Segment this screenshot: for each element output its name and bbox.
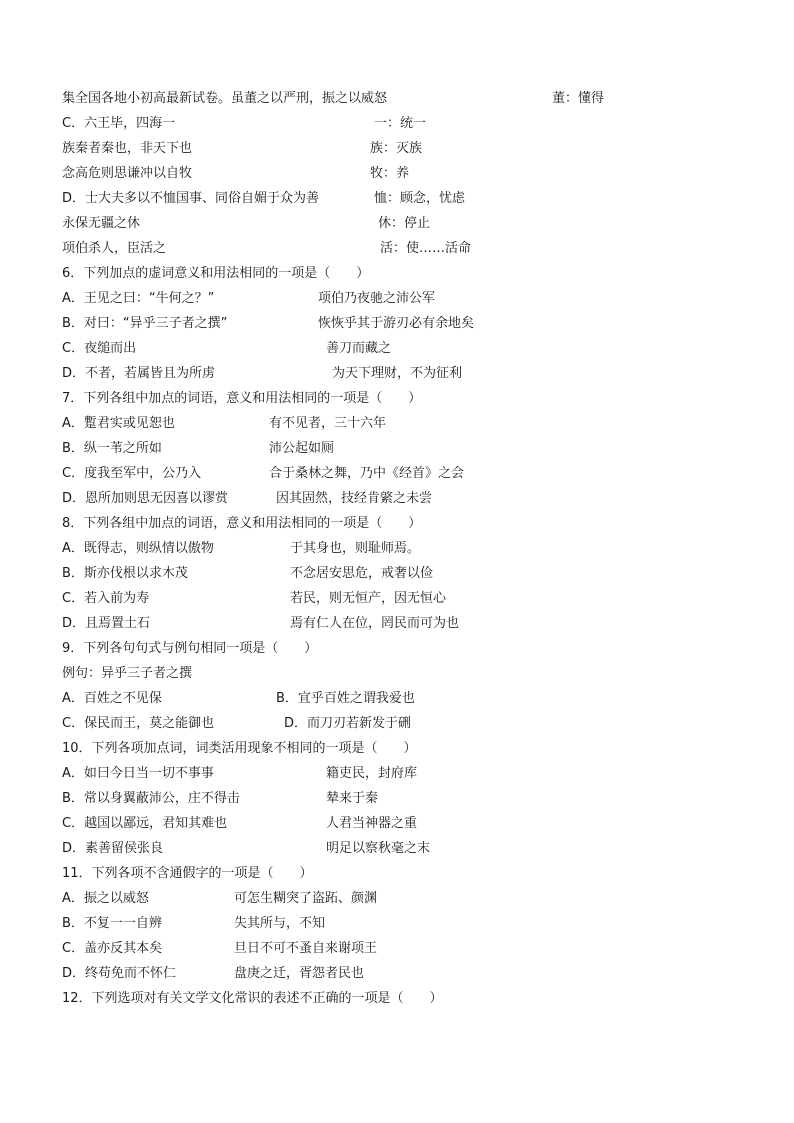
option-row [62, 461, 752, 486]
option-left: D．不者，若属皆且为所虏 [62, 366, 216, 381]
question-stem [62, 986, 752, 1011]
option-row [62, 611, 752, 636]
option-right: 为天下理财，不为征利 [332, 366, 463, 381]
line-text: 永保无疆之休 [62, 216, 141, 231]
text-line [62, 136, 752, 161]
line-annotation: 休：停止 [378, 216, 431, 231]
option-row [62, 961, 752, 986]
option-c: C．保民而王，莫之能御也 [62, 716, 215, 731]
option-left: A．王见之曰：“牛何之？” [62, 291, 215, 306]
option-right: 可怎生糊突了盗跖、颜渊 [234, 891, 378, 906]
option-left: A．如曰今日当一切不事事 [62, 766, 214, 781]
line-text: 念高危则思谦冲以自牧 [62, 166, 193, 181]
option-row [62, 436, 752, 461]
option-right: 明足以察秋毫之末 [326, 841, 431, 856]
option-row [62, 561, 752, 586]
option-row [62, 336, 752, 361]
option-row [62, 786, 752, 811]
question-stem [62, 861, 752, 886]
text-line [62, 86, 752, 111]
line-annotation: 恤：顾念，忧虑 [374, 191, 466, 206]
option-left: D．且焉置土石 [62, 616, 151, 631]
line-annotation: 一：统一 [374, 116, 427, 131]
option-right: 若民，则无恒产，因无恒心 [290, 591, 447, 606]
option-row [62, 811, 752, 836]
example-text: 例句：异乎三子者之撰 [62, 666, 193, 681]
option-left: B．常以身翼蔽沛公，庄不得击 [62, 791, 240, 806]
option-row [62, 486, 752, 511]
line-text: 项伯杀人，臣活之 [62, 241, 167, 256]
question-stem [62, 736, 752, 761]
text-line [62, 161, 752, 186]
option-row [62, 686, 752, 711]
option-left: A．振之以威怒 [62, 891, 149, 906]
question-stem [62, 636, 752, 661]
option-row [62, 361, 752, 386]
option-left: C．盖亦反其本矣 [62, 941, 163, 956]
option-left: D．终苟免而不怀仁 [62, 966, 177, 981]
option-row [62, 711, 752, 736]
text-line [62, 186, 752, 211]
option-right: 合于桑林之舞，乃中《经首》之会 [269, 466, 465, 481]
option-right: 盘庚之迁，胥怨者民也 [234, 966, 365, 981]
option-left: C．越国以鄙远，君知其难也 [62, 816, 228, 831]
option-right: 善刀而藏之 [326, 341, 392, 356]
option-right: 辇来于秦 [326, 791, 379, 806]
option-left: D．恩所加则思无因喜以谬赏 [62, 491, 229, 506]
option-right: 项伯乃夜驰之沛公军 [318, 291, 436, 306]
option-d: D．而刀刃若新发于硎 [284, 716, 412, 731]
option-row [62, 586, 752, 611]
option-left: B．不复一一自辨 [62, 916, 162, 931]
option-row [62, 411, 752, 436]
option-row [62, 311, 752, 336]
option-left: D．素善留侯张良 [62, 841, 164, 856]
option-left: A．既得志，则纵情以傲物 [62, 541, 214, 556]
option-right: 于其身也，则耻师焉。 [290, 541, 421, 556]
option-left: A．蹔君实或见恕也 [62, 416, 175, 431]
option-right: 因其固然，技经肯綮之未尝 [276, 491, 433, 506]
option-left: C．夜缒而出 [62, 341, 137, 356]
option-a: A．百姓之不见保 [62, 691, 162, 706]
question-stem [62, 386, 752, 411]
text-line [62, 211, 752, 236]
option-left: B．对曰：“异乎三子者之撰” [62, 316, 228, 331]
option-right: 不念居安思危，戒奢以俭 [290, 566, 434, 581]
option-row [62, 836, 752, 861]
line-annotation: 活：使……活命 [380, 241, 472, 256]
line-text: 集全国各地小初高最新试卷。虽董之以严刑，振之以威怒 [62, 91, 388, 106]
question-text: 9．下列各句句式与例句相同一项是（ ） [62, 641, 318, 656]
option-left: C．若入前为寿 [62, 591, 150, 606]
option-row [62, 286, 752, 311]
option-right: 失其所与，不知 [234, 916, 326, 931]
line-annotation: 牧：养 [370, 166, 410, 181]
question-text: 6．下列加点的虚词意义和用法相同的一项是（ ） [62, 266, 370, 281]
option-row [62, 936, 752, 961]
option-row [62, 886, 752, 911]
option-left: B．纵一苇之所如 [62, 441, 162, 456]
option-right: 旦日不可不蚤自来谢项王 [234, 941, 378, 956]
option-left: B．斯亦伐根以求木茂 [62, 566, 188, 581]
option-right: 恢恢乎其于游刃必有余地矣 [318, 316, 475, 331]
option-right: 籍吏民，封府库 [326, 766, 418, 781]
question-text: 12．下列选项对有关文学文化常识的表述不正确的一项是（ ） [62, 991, 443, 1006]
question-text: 7．下列各组中加点的词语，意义和用法相同的一项是（ ） [62, 391, 422, 406]
question-stem [62, 261, 752, 286]
line-annotation: 董：懂得 [552, 91, 605, 106]
example-sentence [62, 661, 752, 686]
line-text: 族秦者秦也，非天下也 [62, 141, 193, 156]
option-right: 沛公起如厕 [269, 441, 335, 456]
question-text: 8．下列各组中加点的词语，意义和用法相同的一项是（ ） [62, 516, 422, 531]
line-text: C．六王毕，四海一 [62, 116, 176, 131]
text-line [62, 236, 752, 261]
option-right: 有不见者，三十六年 [269, 416, 387, 431]
question-stem [62, 511, 752, 536]
option-right: 人君当神器之重 [326, 816, 418, 831]
option-left: C．度我至军中，公乃入 [62, 466, 202, 481]
question-text: 11．下列各项不含通假字的一项是（ ） [62, 866, 313, 881]
question-text: 10．下列各项加点词，词类活用现象不相同的一项是（ ） [62, 741, 417, 756]
text-line [62, 111, 752, 136]
option-right: 焉有仁人在位，罔民而可为也 [290, 616, 460, 631]
option-b: B．宜乎百姓之谓我爱也 [276, 691, 415, 706]
line-text: D．士大夫多以不恤国事、同俗自媚于众为善 [62, 191, 320, 206]
option-row [62, 536, 752, 561]
option-row [62, 911, 752, 936]
option-row [62, 761, 752, 786]
line-annotation: 族：灭族 [370, 141, 423, 156]
